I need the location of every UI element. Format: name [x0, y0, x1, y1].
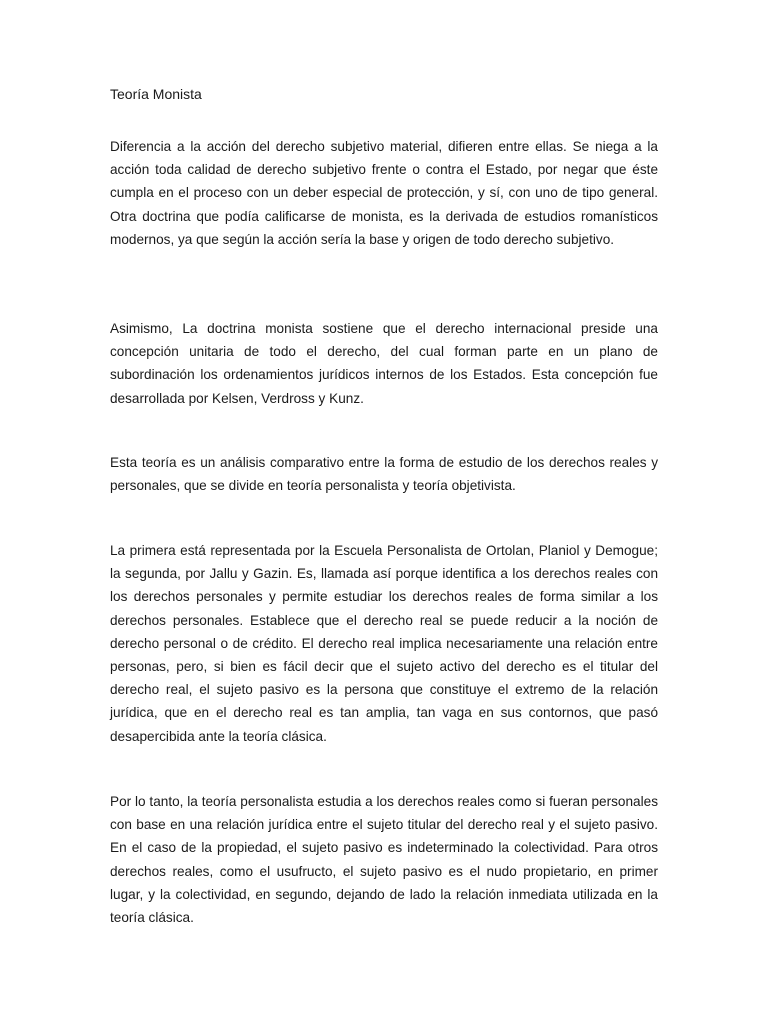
paragraph-4: La primera está representada por la Escuela Personalista de Ortolan, Planiol y Demogue; la segunda, por Jallu y Gazin. Es, llamada así porque identifica a los derechos reales con los derechos personales y permite estudiar los derechos reales de forma similar a los derechos personales. Establece que el derecho real se puede reducir a la noción de derecho personal o de crédito. El derecho real implica necesariamente una relación entre personas, pero, si bien es fácil decir que el sujeto activo del derecho es el titular del derecho real, el sujeto pasivo es la persona que constituye el extremo de la relación jurídica, que en el derecho real es tan amplia, tan vaga en sus contornos, que pasó desapercibida ante la teoría clásica. [110, 543, 658, 744]
paragraph-2: Asimismo, La doctrina monista sostiene que el derecho internacional preside una concepción unitaria de todo el derecho, del cual forman parte en un plano de subordinación los ordenamientos jurídicos internos de los Estados. Esta concepción fue desarrollada por Kelsen, Verdross y Kunz. [110, 321, 658, 406]
paragraph-1: Diferencia a la acción del derecho subjetivo material, difieren entre ellas. Se niega a la acción toda calidad de derecho subjetivo frente o contra el Estado, por negar que éste cumpla en el proceso con un deber especial de protección, y sí, con uno de tipo general. Otra doctrina que podía calificarse de monista, es la derivada de estudios romanísticos modernos, ya que según la acción sería la base y origen de todo derecho subjetivo. [110, 139, 658, 247]
paragraph-5: Por lo tanto, la teoría personalista estudia a los derechos reales como si fueran personales con base en una relación jurídica entre el sujeto titular del derecho real y el sujeto pasivo. En el caso de la propiedad, el sujeto pasivo es indeterminado la colectividad. Para otros derechos reales, como el usufructo, el sujeto pasivo es el nudo propietario, en primer lugar, y la colectividad, en segundo, dejando de lado la relación inmediata utilizada en la teoría clásica. [110, 794, 658, 926]
document-title: Teoría Monista [110, 86, 202, 102]
paragraph-3: Esta teoría es un análisis comparativo entre la forma de estudio de los derechos reales y personales, que se divide en teoría personalista y teoría objetivista. [110, 455, 658, 494]
